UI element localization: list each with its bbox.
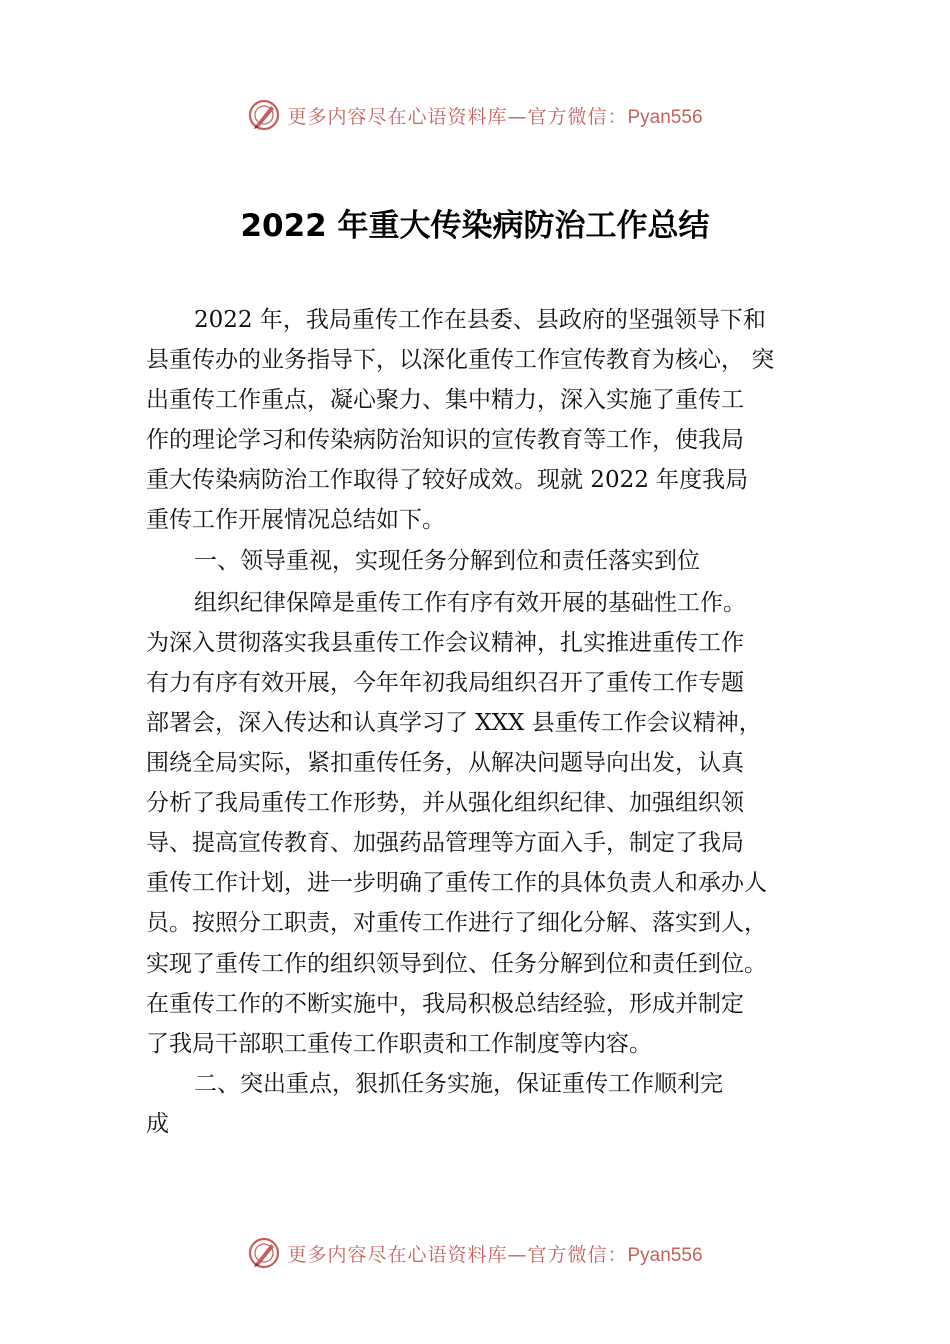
footer-banner bbox=[0, 1233, 950, 1273]
paragraph-line: 员。按照分工职责，对重传工作进行了细化分解、落实到人， bbox=[146, 910, 767, 937]
paragraph-line: 在重传工作的不断实施中，我局积极总结经验，形成并制定 bbox=[146, 990, 744, 1017]
paragraph-line: 成 bbox=[146, 1110, 169, 1137]
paragraph-line: 有力有序有效开展，今年年初我局组织召开了重传工作专题 bbox=[146, 669, 744, 696]
paragraph-line: 重传工作计划，进一步明确了重传工作的具体负责人和承办人 bbox=[146, 870, 767, 897]
paragraph-line: 为深入贯彻落实我县重传工作会议精神，扎实推进重传工作 bbox=[146, 629, 744, 656]
paragraph-line: 2022 年，我局重传工作在县委、县政府的坚强领导下和 bbox=[194, 307, 766, 333]
wechat-id: Pyan556 bbox=[627, 1244, 703, 1266]
pen-logo-icon bbox=[247, 1236, 281, 1270]
pen-logo-icon bbox=[247, 98, 281, 132]
paragraph-line: 部署会，深入传达和认真学习了 XXX 县重传工作会议精神， bbox=[146, 709, 762, 736]
paragraph-line: 作的理论学习和传染病防治知识的宣传教育等工作，使我局 bbox=[146, 427, 744, 454]
paragraph-line: 出重传工作重点，凝心聚力、集中精力，深入实施了重传工 bbox=[146, 387, 744, 414]
banner-text: 更多内容尽在心语资料库—官方微信：Pyan556 bbox=[287, 1243, 703, 1266]
paragraph-line: 县重传办的业务指导下，以深化重传工作宣传教育为核心， 突 bbox=[146, 347, 775, 374]
wechat-id: Pyan556 bbox=[627, 106, 703, 128]
banner-text: 更多内容尽在心语资料库—官方微信：Pyan556 bbox=[287, 105, 703, 128]
paragraph-line: 导、提高宣传教育、加强药品管理等方面入手，制定了我局 bbox=[146, 830, 744, 857]
paragraph-line: 分析了我局重传工作形势，并从强化组织纪律、加强组织领 bbox=[146, 790, 744, 817]
section-heading-2: 二、突出重点，狠抓任务实施，保证重传工作顺利完 bbox=[194, 1070, 723, 1097]
paragraph-line: 重传工作开展情况总结如下。 bbox=[146, 507, 445, 534]
paragraph-line: 重大传染病防治工作取得了较好成效。现就 2022 年度我局 bbox=[146, 467, 749, 494]
header-banner bbox=[0, 95, 950, 135]
section-heading-1: 一、领导重视，实现任务分解到位和责任落实到位 bbox=[194, 547, 700, 574]
document-title: 2022 年重大传染病防治工作总结 bbox=[240, 208, 710, 244]
paragraph-line: 实现了重传工作的组织领导到位、任务分解到位和责任到位。 bbox=[146, 950, 767, 977]
paragraph-line: 围绕全局实际，紧扣重传任务，从解决问题导向出发，认真 bbox=[146, 750, 744, 777]
paragraph-line: 了我局干部职工重传工作职责和工作制度等内容。 bbox=[146, 1030, 652, 1057]
document-body bbox=[146, 300, 822, 1144]
paragraph-line: 组织纪律保障是重传工作有序有效开展的基础性工作。 bbox=[194, 589, 746, 616]
